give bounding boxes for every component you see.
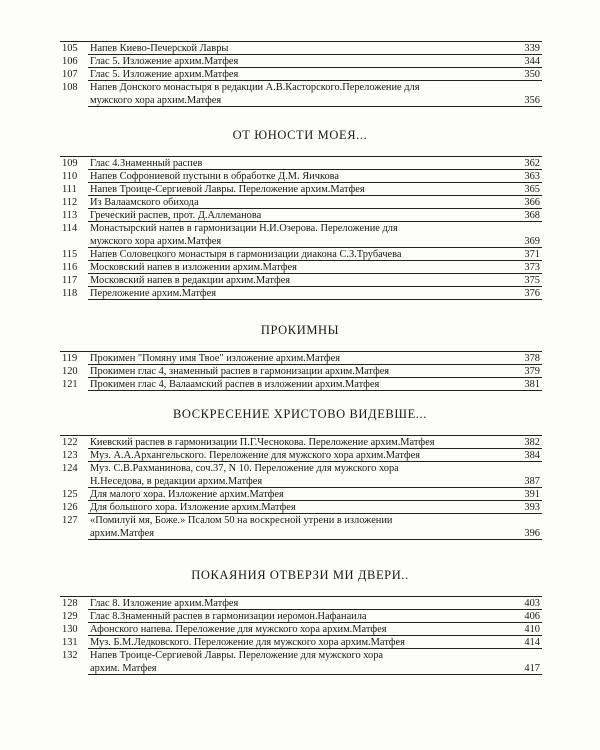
entry-title-line: Н.Неседова, в редакции архим.Матфея bbox=[90, 476, 263, 487]
entry-title-line: Напев Донского монастыря в редакции А.В.Касторского.Переложение для bbox=[90, 82, 420, 93]
entry-page-number: 371 bbox=[524, 249, 540, 260]
entry-page-number: 406 bbox=[524, 611, 540, 622]
entry-title-line: Киевский распев в гармонизации П.Г.Чеснокова. Переложение архим.Матфея bbox=[90, 437, 435, 448]
entry-number: 108 bbox=[62, 82, 78, 93]
entry-number: 127 bbox=[62, 515, 78, 526]
entry-number: 112 bbox=[62, 197, 78, 208]
entry-title-line: Глас 8.Знаменный распев в гармонизации иеромон.Нафанаила bbox=[90, 611, 367, 622]
toc-section-list bbox=[62, 157, 540, 300]
entry-title bbox=[90, 81, 502, 107]
entry-number: 105 bbox=[62, 43, 78, 54]
entry-page-number: 384 bbox=[524, 450, 540, 461]
entry-underline bbox=[88, 390, 542, 391]
toc-section-list bbox=[62, 42, 540, 107]
entry-page-number: 387 bbox=[524, 476, 540, 487]
toc-section-list bbox=[62, 597, 540, 675]
entry-page-number: 382 bbox=[524, 437, 540, 448]
entry-number: 114 bbox=[62, 223, 78, 234]
entry-page-number: 369 bbox=[524, 236, 540, 247]
entry-number: 119 bbox=[62, 353, 78, 364]
entry-title-line: мужского хора архим.Матфея bbox=[90, 236, 222, 247]
entry-number: 107 bbox=[62, 69, 78, 80]
entry-page-number: 366 bbox=[524, 197, 540, 208]
entry-page-number: 414 bbox=[524, 637, 540, 648]
entry-title-line: Муз. А.А.Архангельского. Переложение для мужского хора архим.Матфея bbox=[90, 450, 420, 461]
entry-title-line: Прокимен "Помяну имя Твое" изложение архим.Матфея bbox=[90, 353, 341, 364]
entry-title-line: Монастырский напев в гармонизации Н.И.Озерова. Переложение для bbox=[90, 223, 398, 234]
entry-title-line: Для большого хора. Изложение архим.Матфея bbox=[90, 502, 296, 513]
entry-number: 125 bbox=[62, 489, 78, 500]
entry-title-line: Глас 5. Изложение архим.Матфея bbox=[90, 69, 239, 80]
entry-number: 115 bbox=[62, 249, 78, 260]
entry-number: 130 bbox=[62, 624, 78, 635]
section-heading: ПОКАЯНИЯ ОТВЕРЗИ МИ ДВЕРИ.. bbox=[191, 568, 409, 582]
entry-page-number: 391 bbox=[524, 489, 540, 500]
entry-number: 131 bbox=[62, 637, 78, 648]
entry-number: 111 bbox=[62, 184, 77, 195]
entry-title bbox=[90, 222, 502, 248]
entry-page-number: 376 bbox=[524, 288, 540, 299]
entry-title bbox=[90, 514, 502, 540]
entry-title-line: Московский напев в редакции архим.Матфея bbox=[90, 275, 291, 286]
entry-page-number: 373 bbox=[524, 262, 540, 273]
entry-title-line: Глас 8. Изложение архим.Матфея bbox=[90, 598, 239, 609]
entry-page-number: 393 bbox=[524, 502, 540, 513]
entry-page-number: 410 bbox=[524, 624, 540, 635]
entry-title-line: Глас 5. Изложение архим.Матфея bbox=[90, 56, 239, 67]
entry-title bbox=[90, 462, 502, 488]
entry-title-line: Напев Троице-Сергиевой Лавры. Переложение для мужского хора bbox=[90, 650, 384, 661]
toc-entry bbox=[62, 514, 540, 540]
toc-entry bbox=[62, 649, 540, 675]
entry-page-number: 339 bbox=[524, 43, 540, 54]
toc-entry bbox=[62, 462, 540, 488]
entry-number: 120 bbox=[62, 366, 78, 377]
entry-title-line: «Помилуй мя, Боже.» Псалом 50 на воскресной утрени в изложении bbox=[90, 515, 393, 526]
entry-title-line: Муз. С.В.Рахманинова, соч.37, N 10. Переложение для мужского хора bbox=[90, 463, 399, 474]
entry-title-line: Из Валаамского обихода bbox=[90, 197, 199, 208]
entry-number: 116 bbox=[62, 262, 78, 273]
entry-number: 113 bbox=[62, 210, 78, 221]
entry-title-line: Напев Софрониевой пустыни в обработке Д.М. Яичкова bbox=[90, 171, 340, 182]
entry-number: 123 bbox=[62, 450, 78, 461]
toc-section-list bbox=[62, 352, 540, 391]
entry-title-line: Муз. Б.М.Ледковского. Переложение для мужского хора архим.Матфея bbox=[90, 637, 405, 648]
entry-title-line: мужского хора архим.Матфея bbox=[90, 95, 222, 106]
entry-page-number: 363 bbox=[524, 171, 540, 182]
entry-page-number: 365 bbox=[524, 184, 540, 195]
entry-number: 132 bbox=[62, 650, 78, 661]
entry-title-line: Для малого хора. Изложение архим.Матфея bbox=[90, 489, 284, 500]
entry-page-number: 417 bbox=[524, 663, 540, 674]
entry-number: 129 bbox=[62, 611, 78, 622]
entry-title-line: Греческий распев, прот. Д.Аллеманова bbox=[90, 210, 262, 221]
entry-page-number: 396 bbox=[524, 528, 540, 539]
entry-underline bbox=[88, 539, 542, 540]
entry-underline bbox=[88, 106, 542, 107]
entry-title-line: Афонского напева. Переложение для мужского хора архим.Матфея bbox=[90, 624, 387, 635]
toc-section-list bbox=[62, 436, 540, 540]
entry-page-number: 378 bbox=[524, 353, 540, 364]
entry-number: 106 bbox=[62, 56, 78, 67]
entry-number: 110 bbox=[62, 171, 78, 182]
entry-number: 109 bbox=[62, 158, 78, 169]
entry-title-line: Прокимен глас 4, Валаамский распев в изложении архим.Матфея bbox=[90, 379, 380, 390]
entry-number: 118 bbox=[62, 288, 78, 299]
entry-page-number: 362 bbox=[524, 158, 540, 169]
entry-page-number: 379 bbox=[524, 366, 540, 377]
entry-page-number: 403 bbox=[524, 598, 540, 609]
entry-page-number: 381 bbox=[524, 379, 540, 390]
entry-page-number: 368 bbox=[524, 210, 540, 221]
entry-page-number: 344 bbox=[524, 56, 540, 67]
entry-number: 126 bbox=[62, 502, 78, 513]
entry-underline bbox=[88, 299, 542, 300]
section-heading: ВОСКРЕСЕНИЕ ХРИСТОВО ВИДЕВШЕ... bbox=[173, 407, 427, 421]
entry-title-line: Напев Троице-Сергиевой Лавры. Переложение архим.Матфея bbox=[90, 184, 365, 195]
entry-number: 124 bbox=[62, 463, 78, 474]
entry-number: 122 bbox=[62, 437, 78, 448]
entry-number: 128 bbox=[62, 598, 78, 609]
entry-page-number: 356 bbox=[524, 95, 540, 106]
entry-number: 117 bbox=[62, 275, 78, 286]
entry-title-line: Напев Киево-Печерской Лавры bbox=[90, 43, 229, 54]
entry-title-line: Московский напев в изложении архим.Матфея bbox=[90, 262, 297, 273]
entry-title bbox=[90, 649, 502, 675]
entry-page-number: 350 bbox=[524, 69, 540, 80]
toc-entry bbox=[62, 81, 540, 107]
entry-title-line: Напев Соловецкого монастыря в гармонизации диакона С.З.Трубачева bbox=[90, 249, 402, 260]
entry-number: 121 bbox=[62, 379, 78, 390]
entry-title-line: архим.Матфея bbox=[90, 528, 154, 539]
entry-page-number: 375 bbox=[524, 275, 540, 286]
entry-title-line: Переложение архим.Матфея bbox=[90, 288, 217, 299]
entry-title-line: Прокимен глас 4, знаменный распев в гармонизации архим.Матфея bbox=[90, 366, 390, 377]
entry-title-line: Глас 4.Знаменный распев bbox=[90, 158, 203, 169]
section-heading: ОТ ЮНОСТИ МОЕЯ... bbox=[232, 128, 368, 142]
entry-title-line: архим. Матфея bbox=[90, 663, 157, 674]
entry-underline bbox=[88, 674, 542, 675]
toc-entry bbox=[62, 222, 540, 248]
section-heading: ПРОКИМНЫ bbox=[260, 323, 340, 337]
